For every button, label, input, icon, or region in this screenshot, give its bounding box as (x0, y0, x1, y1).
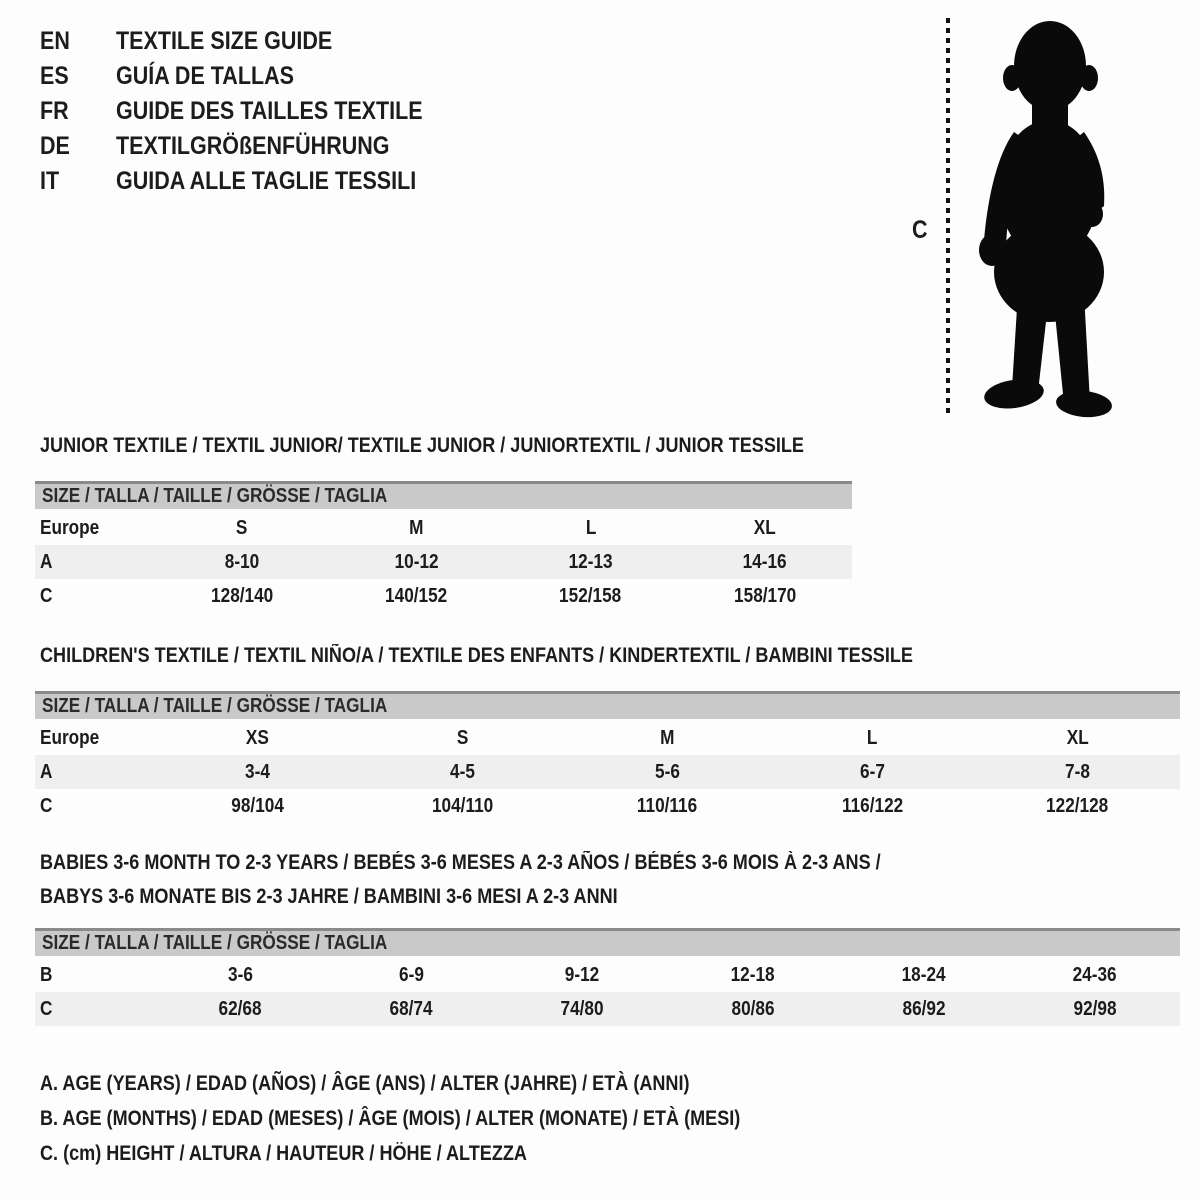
lang-title: TEXTILGRÖßENFÜHRUNG (116, 132, 390, 160)
size-value-cell: XL (753, 516, 776, 539)
size-value-cell: 5-6 (655, 760, 680, 783)
legend-line-a: A. AGE (YEARS) / EDAD (AÑOS) / ÂGE (ANS) / ALTER (JAHRE) / ETÀ (ANNI) (40, 1072, 690, 1095)
row-label-cell: C (40, 997, 53, 1020)
size-value-cell: 24-36 (1072, 963, 1117, 986)
language-row (40, 94, 473, 129)
lang-title: GUIDE DES TAILLES TEXTILE (116, 97, 423, 125)
size-value-cell: 7-8 (1065, 760, 1090, 783)
table-row (35, 958, 1180, 992)
lang-code: DE (40, 132, 70, 160)
legend-line-b: B. AGE (MONTHS) / EDAD (MESES) / ÂGE (MOIS) / ALTER (MONATE) / ETÀ (MESI) (40, 1107, 741, 1130)
size-header-bar: SIZE / TALLA / TAILLE / GRÖSSE / TAGLIA (35, 481, 852, 509)
lang-title: GUÍA DE TALLAS (116, 62, 294, 90)
size-value-cell: 122/128 (1046, 794, 1109, 817)
size-value-cell: 18-24 (901, 963, 946, 986)
size-value-cell: 10-12 (394, 550, 439, 573)
size-value-cell: 128/140 (211, 584, 274, 607)
size-value-cell: 152/158 (559, 584, 622, 607)
babies-size-table (35, 958, 1180, 1026)
size-value-cell: S (236, 516, 248, 539)
row-label-cell: A (40, 760, 53, 783)
lang-code: EN (40, 27, 70, 55)
size-value-cell: 3-6 (227, 963, 253, 986)
height-label-c: C (912, 216, 928, 244)
junior-size-table (35, 511, 852, 613)
measurement-legend (40, 1066, 854, 1171)
size-header-bar: SIZE / TALLA / TAILLE / GRÖSSE / TAGLIA (35, 691, 1180, 719)
section-heading: CHILDREN'S TEXTILE / TEXTIL NIÑO/A / TEXTILE DES ENFANTS / KINDERTEXTIL / BAMBINI TESSILE (40, 644, 913, 667)
toddler-silhouette-icon (962, 14, 1138, 418)
size-value-cell: 98/104 (231, 794, 284, 817)
table-row (35, 721, 1180, 755)
height-dashed-line (946, 18, 950, 418)
size-value-cell: 74/80 (560, 997, 604, 1020)
section-babies-textile (35, 846, 1180, 1026)
row-label-cell: Europe (40, 516, 100, 539)
size-value-cell: 14-16 (742, 550, 787, 573)
size-value-cell: 68/74 (389, 997, 433, 1020)
size-value-cell: L (585, 516, 596, 539)
legend-line-c: C. (cm) HEIGHT / ALTURA / HAUTEUR / HÖHE / ALTEZZA (40, 1142, 527, 1165)
children-size-table (35, 721, 1180, 823)
size-value-cell: M (660, 726, 675, 749)
size-value-cell: 8-10 (224, 550, 260, 573)
language-row (40, 24, 473, 59)
language-row (40, 129, 473, 164)
size-value-cell: 116/122 (841, 794, 904, 817)
size-value-cell: 4-5 (450, 760, 475, 783)
lang-title: TEXTILE SIZE GUIDE (116, 27, 333, 55)
size-value-cell: M (409, 516, 424, 539)
language-row (40, 164, 473, 199)
section-junior-textile (35, 434, 852, 613)
language-list (40, 24, 473, 199)
size-value-cell: 110/116 (637, 794, 698, 817)
size-value-cell: 6-9 (398, 963, 424, 986)
size-value-cell: 3-4 (245, 760, 270, 783)
section-childrens-textile (35, 644, 1180, 823)
row-label-cell: Europe (40, 726, 100, 749)
size-value-cell: 80/86 (731, 997, 775, 1020)
table-row (35, 511, 852, 545)
size-value-cell: 62/68 (218, 997, 262, 1020)
table-row (35, 755, 1180, 789)
lang-code: IT (40, 167, 60, 195)
size-value-cell: L (867, 726, 878, 749)
section-heading: BABIES 3-6 MONTH TO 2-3 YEARS / BEBÉS 3-6 MESES A 2-3 AÑOS / BÉBÉS 3-6 MOIS À 2-3 ANS / BABYS 3-6 MONATE BIS 2-3 JAHRE / BAMBINI 3-6 MESI A 2-3 ANNI (40, 851, 881, 908)
size-value-cell: 86/92 (902, 997, 946, 1020)
size-value-cell: 9-12 (564, 963, 600, 986)
lang-title: GUIDA ALLE TAGLIE TESSILI (116, 167, 417, 195)
size-value-cell: XS (246, 726, 269, 749)
lang-code: ES (40, 62, 69, 90)
row-label-cell: A (40, 550, 53, 573)
row-label-cell: C (40, 584, 53, 607)
size-value-cell: 12-13 (568, 550, 613, 573)
size-value-cell: 92/98 (1073, 997, 1117, 1020)
size-value-cell: S (456, 726, 469, 749)
size-header-bar: SIZE / TALLA / TAILLE / GRÖSSE / TAGLIA (35, 928, 1180, 956)
row-label-cell: B (40, 963, 53, 986)
table-row (35, 579, 852, 613)
section-heading: JUNIOR TEXTILE / TEXTIL JUNIOR/ TEXTILE JUNIOR / JUNIORTEXTIL / JUNIOR TESSILE (40, 434, 804, 457)
language-row (40, 59, 473, 94)
row-label-cell: C (40, 794, 53, 817)
table-row (35, 992, 1180, 1026)
size-value-cell: 6-7 (860, 760, 885, 783)
size-value-cell: 140/152 (385, 584, 448, 607)
table-row (35, 545, 852, 579)
lang-code: FR (40, 97, 69, 125)
size-value-cell: 104/110 (431, 794, 494, 817)
size-value-cell: 12-18 (730, 963, 775, 986)
size-value-cell: XL (1066, 726, 1089, 749)
table-row (35, 789, 1180, 823)
size-value-cell: 158/170 (733, 584, 796, 607)
